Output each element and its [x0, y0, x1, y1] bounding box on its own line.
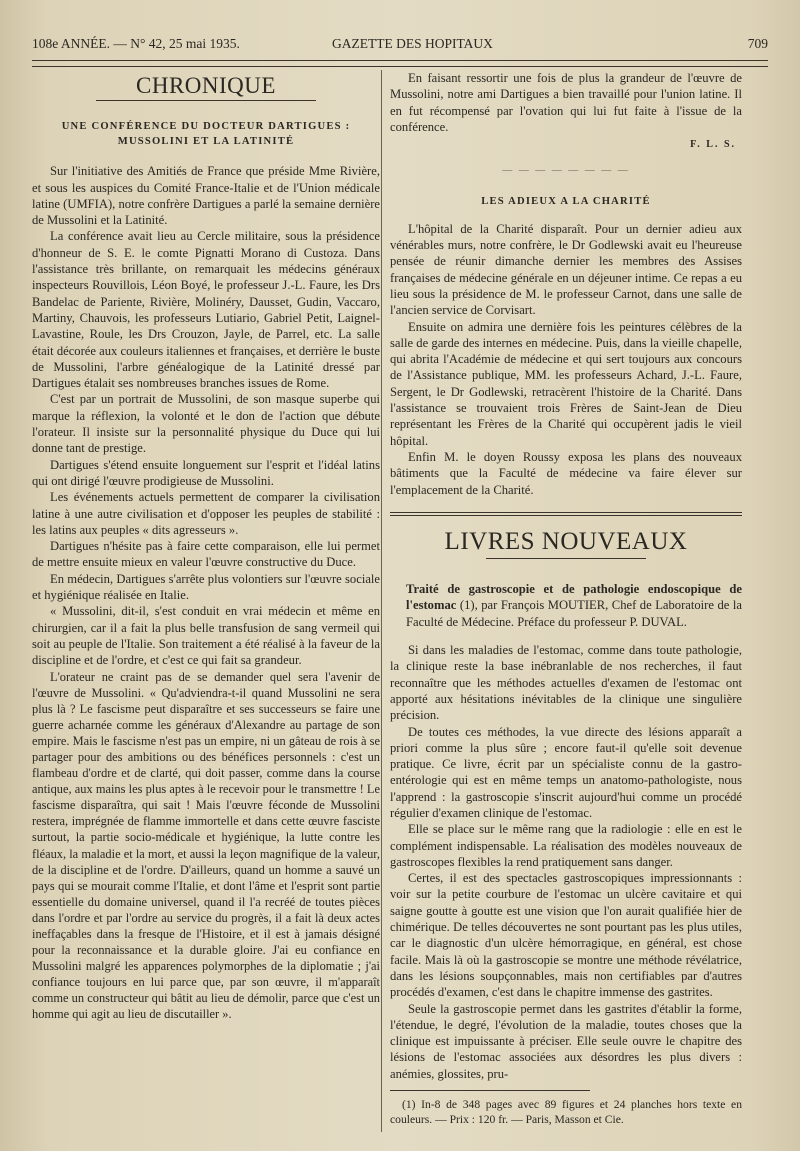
chronique-title: CHRONIQUE: [136, 73, 276, 98]
paragraph: En faisant ressortir une fois de plus la grandeur de l'œuvre de Mussolini, notre ami Dartigues a bien travaillé pour l'union latine. Il en fut récompensé par l'ovation qui lui fut faite à l'issue de la conférence.: [390, 71, 742, 134]
article-heading-line: UNE CONFÉRENCE DU DOCTEUR DARTIGUES :: [61, 121, 351, 133]
book-reference: (1), par François MOUTIER, Chef de Laboratoire de la Faculté de Médecine. Préface du professeur P. DUVAL.: [406, 598, 742, 629]
issue-line: 108e ANNÉE. — N° 42, 25 mai 1935.: [32, 36, 240, 51]
paragraph: De toutes ces méthodes, la vue directe des lésions apparaît a priori comme la plus sûre ; encore faut-il qu'elle soit devenue pratique. Ce livre, écrit par un spécialiste connu de la gastro-entérologie qui est en même temps un anatomo-pathologiste, nous l'apprend : la gastroscopie s'inscrit aujourd'hui comme un procédé régulier d'examen clinique de l'estomac.: [390, 724, 742, 820]
paragraph: En médecin, Dartigues s'arrête plus volontiers sur l'œuvre sociale et hygiénique réalisée en Italie.: [32, 571, 380, 603]
section-rule-thin: [390, 515, 742, 516]
paragraph: Dartigues s'étend ensuite longuement sur l'esprit et l'idéal latins qui ont dirigé l'œuvre prodigieuse de Mussolini.: [32, 457, 380, 488]
footnote: (1) In-8 de 348 pages avec 89 figures et 24 planches hors texte en couleurs. — Prix : 120 fr. — Paris, Masson et Cie.: [390, 1098, 742, 1127]
paragraph: Sur l'initiative des Amitiés de France que préside Mme Rivière, et sous les auspices du Comité France-Italie et de l'Union médicale latine (UMFIA), notre confrère Dartigues a parlé la semaine dernière de Mussolini et la Latinité.: [32, 164, 380, 228]
paragraph: La conférence avait lieu au Cercle militaire, sous la présidence d'honneur de S. E. le comte Pignatti Morano di Custoza. Dans l'assistance très brillante, on remarquait les médecins généraux inspecteurs Rouvillois, Léon Boyé, le professeur J.-L. Faure, les Drs Bandelac de Pariente, Rivière, Molinéry, Dausset, Gudin, Vaccaro, Martiny, Chauvois, les professeurs Lutiario, Gabriel Petit, Laignel-Lavastine, Roule, les Drs Crouzon, Jayle, de Parrel, etc. La salle était décorée aux couleurs italiennes et françaises, et derrière le buste de Mussolini, l'arbre généalogique de la Latinité dressé par Dartigues étalait ses nombreuses branches issues de Rome.: [32, 229, 380, 391]
paragraph: Les événements actuels permettent de comparer la civilisation latine à une autre civilisation et d'opposer les peuples de stabilité : les latins aux peuples « dits agresseurs ».: [32, 490, 380, 537]
section-rule: [390, 512, 742, 513]
paragraph: C'est par un portrait de Mussolini, de son masque superbe qui marque la réflexion, la volonté et le don de l'action que débute l'orateur. Il insiste sur la personnalité physique du Duce qui lui donne tant de prestige.: [32, 392, 380, 456]
paragraph: L'hôpital de la Charité disparaît. Pour un dernier adieu aux vénérables murs, notre confrère, le Dr Godlewski avait eu l'heureuse pensée de réunir dimanche dernier les membres des Assises françaises de médecine générale en un déjeuner intime. Ce repas a eu lieu sous la présidence de M. le professeur Carnot, dans une salle de l'ancien service de Corvisart.: [390, 221, 742, 318]
right-column: [390, 70, 742, 1127]
book-title: Traité de gastroscopie et de pathologie endoscopique de l'estomac: [406, 582, 742, 613]
separator: — — — — — — — —: [502, 165, 630, 177]
paragraph: Si dans les maladies de l'estomac, comme dans toute pathologie, la clinique reste la base inébranlable de nos recherches, il faut reconnaître que les méthodes actuelles d'examen de l'estomac ont apporté aux hésitations inévitables de la clinique une singulière précision.: [390, 643, 742, 723]
footnote-rule: [390, 1090, 590, 1091]
book-entry: [390, 581, 742, 630]
header-rule-thin: [32, 66, 768, 67]
title-rule: [486, 558, 646, 559]
livres-title: LIVRES NOUVEAUX: [444, 527, 688, 555]
paragraph: Ensuite on admira une dernière fois les peintures célèbres de la salle de garde des internes en médecine. Puis, dans la vieille chapelle, qui abrita l'Académie de médecine et qui sert toujours aux concours de l'Assistance publique, MM. les professeurs Achard, J.-L. Faure, Sergent, le Dr Godlewski, retracèrent l'histoire de la Charité. Dans l'assistance se trouvaient trois Frères de Saint-Jean de Dieu représentant les Frères de la Charité qui occupèrent jadis le vieil hôpital.: [390, 319, 742, 448]
paragraph: L'orateur ne craint pas de se demander quel sera l'avenir de l'œuvre de Mussolini. « Qu'adviendra-t-il quand Mussolini ne sera plus là ? Le fascisme peut disparaître et ses successeurs se faire une guerre acharnée comme les généraux d'Alexandre au partage de son empire. Mais le fascisme n'est pas un empire, ni un gâteau de rois à se partager pour des ambitions ou des bénéfices personnels : c'est un flambeau d'ordre et de clarté, qui doit passer, comme dans la course antique, aux mains les plus aptes à le recevoir pour le transmettre ! Le fascisme disparaîtra, qui sait ! Mais l'œuvre féconde de Mussolini restera, imprégnée de flamme immortelle et dans cette œuvre fasciste surtout, la partie socio-médicale et hygiénique, la lutte contre les fléaux, la maladie et la mort, et aussi la leçon magnifique de la valeur, de la discipline et de l'ordre. D'ailleurs, quand un homme a sauvé un pays qui se mourait comme l'Italie, et dont l'âme et l'esprit sont partie essentielle du domaine universel, quand il l'a recréé de toutes pièces dans l'ordre et par l'ordre au service du progrès, il a fait là deux actes ineffaçables dans la fresque de l'Histoire, et il est à jamais désigné pour la reconnaissance et la durable gloire. J'ai eu confiance en Mussolini malgré les apparences polymorphes de la diplomatie ; j'ai confiance toujours en lui parce que, par son œuvre, il m'apparaît comme un constructeur qui bâtit au lieu de démolir, parce que c'est un homme qui agit au lieu de discutailler ».: [32, 669, 380, 1022]
paragraph: « Mussolini, dit-il, s'est conduit en vrai médecin et même en chirurgien, car il a fait la plus belle transfusion de sang vermeil qui soit au peuple de l'Italie. Son traitement a été réalisé à la faveur de la discipline et de l'ordre, et c'est ce qui fait sa grandeur.: [32, 604, 380, 668]
page-header: [32, 36, 768, 56]
left-column: [32, 70, 380, 1023]
paragraph: Certes, il est des spectacles gastroscopiques impressionnants : voir sur la petite courbure de l'estomac un ulcère cavitaire et qui saigne goutte à goutte est une vision que l'on aurait qualifiée hier de chimérique. De telles découvertes ne sont pourtant pas les plus utiles, car le diagnostic d'un ulcère hémorragique, en général, est chose facile. Mais là où la gastroscopie se montre une méthode révélatrice, dans les lésions soupçonnables, mais non certifiables par d'autres procédés d'examen, c'est dans le chapitre immense des gastrites.: [390, 871, 742, 1000]
article-heading-line: MUSSOLINI ET LA LATINITÉ: [117, 136, 295, 148]
paragraph: Seule la gastroscopie permet dans les gastrites d'établir la forme, l'étendue, le degré, l'évolution de la maladie, toutes choses que la clinique est impuissante à préciser. Elle seule ouvre le chapitre des lésions de l'estomac associées aux désordres les plus divers : anémies, glossites, pru-: [390, 1001, 742, 1081]
title-rule: [96, 100, 316, 101]
article-heading: LES ADIEUX A LA CHARITÉ: [481, 195, 651, 207]
column-divider: [381, 70, 382, 1132]
page-number: 709: [747, 36, 768, 51]
journal-name: GAZETTE DES HOPITAUX: [332, 36, 493, 51]
signature: F. L. S.: [690, 139, 736, 151]
header-rule: [32, 60, 768, 61]
paragraph: Dartigues n'hésite pas à faire cette comparaison, elle lui permet de mettre ensuite mieux en valeur l'œuvre constructive du Duce.: [32, 539, 380, 570]
article-heading: [32, 119, 380, 149]
paragraph: Enfin M. le doyen Roussy exposa les plans des nouveaux bâtiments que la Faculté de médecine va faire élever sur l'emplacement de la Charité.: [390, 449, 742, 497]
paragraph: Elle se place sur le même rang que la radiologie : elle en est le complément indispensable. La réalisation des modèles nouveaux de gastroscopes flexibles la rend pratiquement sans danger.: [390, 822, 742, 869]
